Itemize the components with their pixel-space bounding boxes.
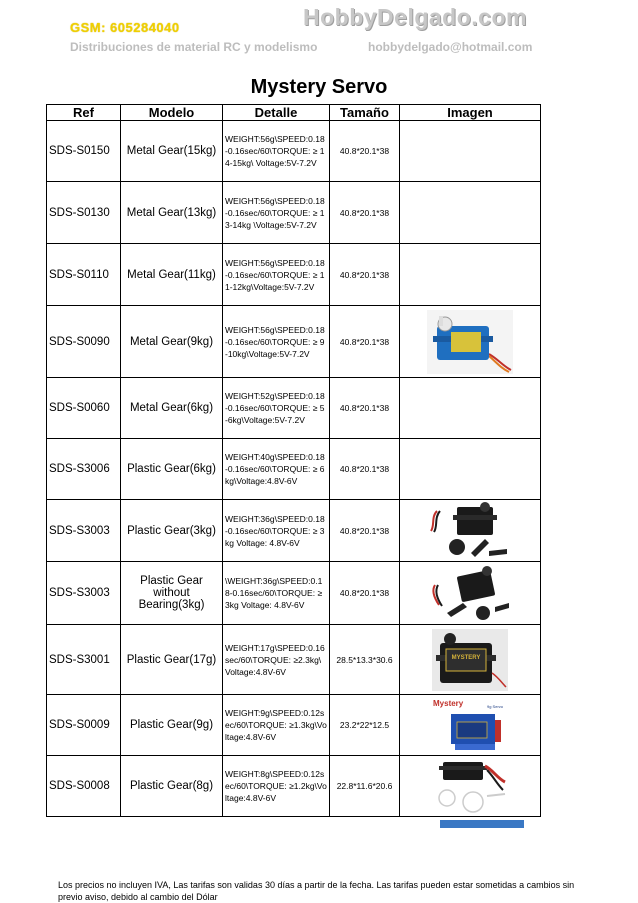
- cell-detail: WEIGHT:36g\SPEED:0.18-0.16sec/60\TORQUE: ≥ 3kg Voltage: 4.8V-6V: [223, 500, 330, 562]
- col-header-imagen: Imagen: [400, 105, 541, 121]
- blue-servo-image: [427, 310, 513, 374]
- cell-size: 40.8*20.1*38: [330, 306, 400, 378]
- cell-ref: SDS-S0008: [47, 756, 121, 817]
- cell-ref: SDS-S3001: [47, 625, 121, 695]
- cell-size: 40.8*20.1*38: [330, 121, 400, 182]
- cell-model: Plastic Gear(9g): [121, 695, 223, 756]
- cell-ref: SDS-S0130: [47, 182, 121, 244]
- table-row: [47, 562, 541, 625]
- table-row: [47, 182, 541, 244]
- page-header: [0, 0, 638, 62]
- cell-detail: WEIGHT:56g\SPEED:0.18-0.16sec/60\TORQUE: ≥ 11-12kg\Voltage:5V-7.2V: [223, 244, 330, 306]
- mini-servo-brand: MYSTERY: [451, 654, 481, 661]
- cell-ref: SDS-S3003: [47, 500, 121, 562]
- cell-image: [400, 182, 541, 244]
- cell-model: Plastic Gear(17g): [121, 625, 223, 695]
- cell-size: 40.8*20.1*38: [330, 500, 400, 562]
- col-header-modelo: Modelo: [121, 105, 223, 121]
- cell-size: 40.8*20.1*38: [330, 439, 400, 500]
- mini-servo-image: [432, 629, 508, 691]
- cell-detail: WEIGHT:56g\SPEED:0.18-0.16sec/60\TORQUE: ≥ 14-15kg\ Voltage:5V-7.2V: [223, 121, 330, 182]
- cell-image: [400, 562, 541, 625]
- image-overflow-strip: [440, 820, 524, 828]
- table-header-row: [47, 105, 541, 121]
- box-brand-text: Mystery: [433, 699, 464, 708]
- cell-size: 40.8*20.1*38: [330, 378, 400, 439]
- cell-image: [400, 756, 541, 817]
- brand-logo-text: HobbyDelgado.com: [303, 4, 527, 30]
- cell-image: [400, 625, 541, 695]
- servo-table: [46, 104, 541, 817]
- table-row: [47, 500, 541, 562]
- col-header-tamano: Tamaño: [330, 105, 400, 121]
- cell-ref: SDS-S0009: [47, 695, 121, 756]
- cell-size: 22.8*11.6*20.6: [330, 756, 400, 817]
- cell-detail: WEIGHT:40g\SPEED:0.18-0.16sec/60\TORQUE: ≥ 6kg\Voltage:4.8V-6V: [223, 439, 330, 500]
- table-row: [47, 121, 541, 182]
- cell-size: 28.5*13.3*30.6: [330, 625, 400, 695]
- cell-model: Plastic Gear without Bearing(3kg): [121, 562, 223, 625]
- cell-image: [400, 695, 541, 756]
- cell-model: Plastic Gear(6kg): [121, 439, 223, 500]
- cell-size: 40.8*20.1*38: [330, 562, 400, 625]
- footer-note: Los precios no incluyen IVA, Las tarifas son validas 30 días a partir de la fecha. Las tarifas pueden estar sometidas a cambios sin previo aviso, debido al cambio del Dólar: [58, 880, 575, 902]
- col-header-detalle: Detalle: [223, 105, 330, 121]
- cell-detail: WEIGHT:56g\SPEED:0.18-0.16sec/60\TORQUE: ≥ 13-14kg \Voltage:5V-7.2V: [223, 182, 330, 244]
- cell-size: 23.2*22*12.5: [330, 695, 400, 756]
- micro-servo-box-image: [429, 696, 511, 754]
- black-servo-horns-image: [427, 501, 513, 561]
- cell-model: Metal Gear(11kg): [121, 244, 223, 306]
- cell-size: 40.8*20.1*38: [330, 182, 400, 244]
- table-row: [47, 306, 541, 378]
- cell-ref: SDS-S0150: [47, 121, 121, 182]
- cell-detail: WEIGHT:9g\SPEED:0.12sec/60\TORQUE: ≥1.3kg\Voltage:4.8V-6V: [223, 695, 330, 756]
- gsm-phone: GSM: 605284040: [70, 20, 180, 35]
- box-sub-text: 9g Servo: [487, 704, 504, 709]
- table-row: [47, 244, 541, 306]
- cell-ref: SDS-S0110: [47, 244, 121, 306]
- cell-detail: WEIGHT:8g\SPEED:0.12sec/60\TORQUE: ≥1.2kg\Voltage:4.8V-6V: [223, 756, 330, 817]
- cell-image: [400, 439, 541, 500]
- cell-size: 40.8*20.1*38: [330, 244, 400, 306]
- cell-model: Metal Gear(13kg): [121, 182, 223, 244]
- tagline: Distribuciones de material RC y modelismo: [70, 40, 318, 54]
- table-row: [47, 695, 541, 756]
- cell-image: [400, 244, 541, 306]
- cell-model: Metal Gear(15kg): [121, 121, 223, 182]
- cell-model: Metal Gear(9kg): [121, 306, 223, 378]
- cell-image: [400, 121, 541, 182]
- cell-detail: WEIGHT:56g\SPEED:0.18-0.16sec/60\TORQUE: ≥ 9-10kg\Voltage:5V-7.2V: [223, 306, 330, 378]
- cell-image: [400, 306, 541, 378]
- cell-image: [400, 500, 541, 562]
- contact-email: hobbydelgado@hotmail.com: [368, 40, 533, 54]
- table-row: [47, 378, 541, 439]
- cell-ref: SDS-S0090: [47, 306, 121, 378]
- cell-model: Metal Gear(6kg): [121, 378, 223, 439]
- cell-image: [400, 378, 541, 439]
- cell-detail: WEIGHT:52g\SPEED:0.18-0.16sec/60\TORQUE: ≥ 5-6kg\Voltage:5V-7.2V: [223, 378, 330, 439]
- micro-servo-black-image: [427, 756, 513, 816]
- cell-ref: SDS-S3006: [47, 439, 121, 500]
- col-header-ref: Ref: [47, 105, 121, 121]
- cell-model: Plastic Gear(8g): [121, 756, 223, 817]
- cell-detail: \WEIGHT:36g\SPEED:0.18-0.16sec/60\TORQUE: ≥ 3kg Voltage: 4.8V-6V: [223, 562, 330, 625]
- page-title: Mystery Servo: [250, 76, 388, 98]
- cell-model: Plastic Gear(3kg): [121, 500, 223, 562]
- black-servo-horns-image: [427, 563, 513, 623]
- table-row: [47, 625, 541, 695]
- cell-detail: WEIGHT:17g\SPEED:0.16sec/60\TORQUE: ≥2.3kg\ Voltage:4.8V-6V: [223, 625, 330, 695]
- table-row: [47, 756, 541, 817]
- cell-ref: SDS-S0060: [47, 378, 121, 439]
- table-row: [47, 439, 541, 500]
- cell-ref: SDS-S3003: [47, 562, 121, 625]
